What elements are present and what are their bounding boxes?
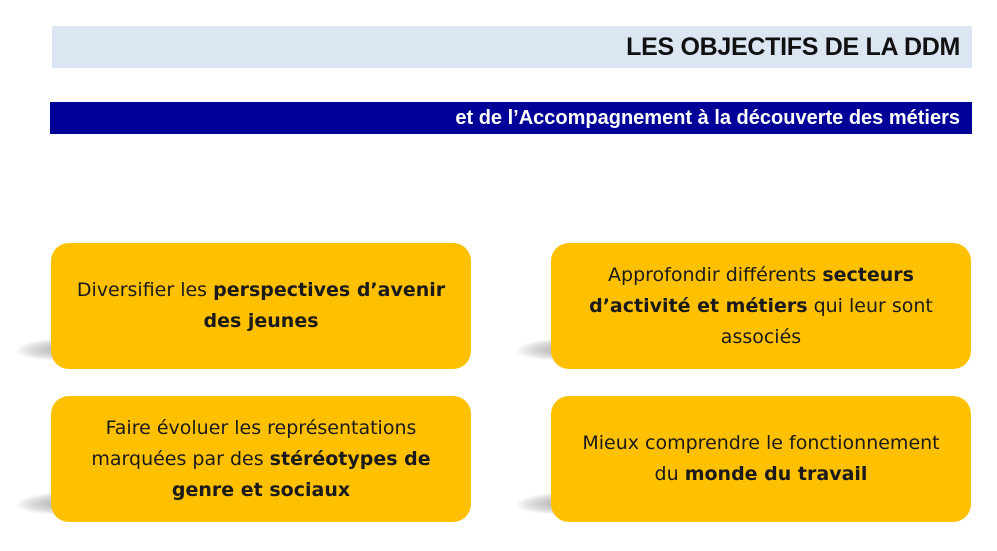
page-subtitle: et de l’Accompagnement à la découverte des métiers [455, 106, 960, 129]
objective-text-emphasis: stéréotypes de genre et sociaux [171, 447, 431, 501]
objective-text [571, 260, 951, 353]
objective-text-segment: Mieux comprendre le fonctionnement du [582, 432, 940, 485]
objective-box-perspectives [51, 243, 471, 369]
objective-text-emphasis: secteurs d’activité et métiers [589, 263, 914, 317]
objective-text [71, 413, 451, 506]
objective-text-segment: qui leur sont associés [720, 294, 933, 348]
subtitle-banner [50, 102, 972, 134]
title-banner [52, 26, 972, 68]
objective-text-segment: Diversifier les [76, 279, 214, 301]
objective-box-stereotypes [51, 396, 471, 522]
objective-text-emphasis: monde du travail [684, 463, 868, 485]
objective-text-segment: Approfondir différents [608, 263, 823, 286]
objective-text [71, 275, 451, 337]
objective-text [571, 428, 951, 490]
objective-box-monde-travail [551, 396, 971, 522]
objective-text-segment: Faire évoluer les représentations marquées par des [91, 416, 417, 470]
objective-text-emphasis: perspectives d’avenir des jeunes [203, 279, 446, 332]
objective-box-secteurs [551, 243, 971, 369]
page-title: LES OBJECTIFS DE LA DDM [626, 32, 960, 61]
